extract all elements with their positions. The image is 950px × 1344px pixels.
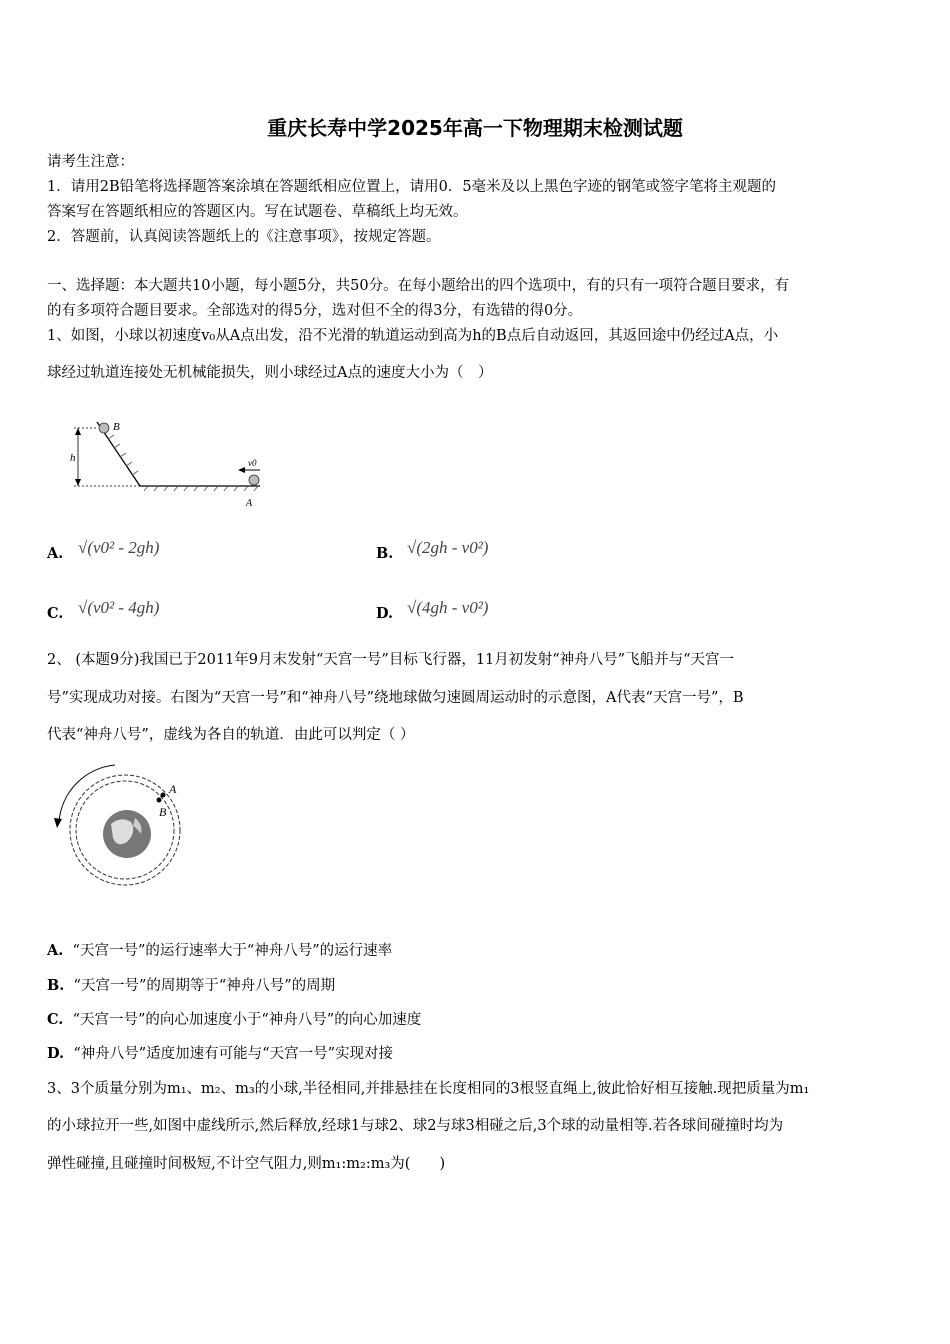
section-1-line-1: 一、选择题：本大题共10小题，每小题5分，共50分。在每小题给出的四个选项中，有的只有一项符合题目要求，有 bbox=[47, 278, 790, 294]
q1-option-a-letter: A. bbox=[47, 545, 64, 562]
spacecraft-a bbox=[161, 793, 166, 798]
question-2-figure bbox=[45, 760, 195, 900]
page-title: 重庆长寿中学2025年高一下物理期末检测试题 bbox=[267, 116, 683, 140]
question-3-line-3: 弹性碰撞,且碰撞时间极短,不计空气阻力,则m₁:m₂:m₃为( ) bbox=[47, 1156, 446, 1172]
label-b: B bbox=[113, 421, 120, 433]
section-1-line-2: 的有多项符合题目要求。全部选对的得5分，选对但不全的得3分，有选错的得0分。 bbox=[47, 303, 583, 319]
question-1-figure bbox=[60, 412, 270, 512]
q2-option-a-letter: A. bbox=[47, 942, 64, 959]
ball-b bbox=[99, 423, 109, 433]
q1-option-d-letter: D. bbox=[376, 605, 394, 622]
q2-option-d-text: “神舟八号”适度加速有可能与“天宫一号”实现对接 bbox=[73, 1046, 393, 1062]
question-1-line-1: 1、如图，小球以初速度v₀从A点出发，沿不光滑的轨道运动到高为h的B点后自动返回，其返回途中仍经过A点，小 bbox=[47, 328, 779, 344]
q2-option-b-letter: B. bbox=[47, 977, 65, 994]
spacecraft-b bbox=[157, 798, 162, 803]
velocity-arrow-icon bbox=[238, 467, 245, 473]
q1-option-d-formula: √(4gh - v0²) bbox=[407, 598, 489, 617]
notice-line-3: 2．答题前，认真阅读答题纸上的《注意事项》，按规定答题。 bbox=[47, 229, 441, 245]
label-v0: v0 bbox=[248, 458, 257, 468]
q2-option-c-text: “天宫一号”的向心加速度小于“神舟八号”的向心加速度 bbox=[72, 1012, 422, 1028]
label-a: A bbox=[169, 782, 177, 796]
q1-option-b-formula: √(2gh - v0²) bbox=[407, 538, 489, 557]
notice-line-1: 1．请用2B铅笔将选择题答案涂填在答题纸相应位置上，请用0．5毫米及以上黑色字迹的钢笔或签字笔将主观题的 bbox=[47, 179, 777, 195]
q2-option-a bbox=[47, 942, 392, 960]
q2-option-c bbox=[47, 1011, 421, 1029]
label-h: h bbox=[70, 452, 76, 464]
q2-option-d-letter: D. bbox=[47, 1045, 65, 1062]
ball-a bbox=[249, 475, 259, 485]
q2-option-b bbox=[47, 977, 335, 995]
label-a: A bbox=[246, 498, 253, 509]
rotation-arrow-icon bbox=[54, 818, 62, 828]
question-1-line-2: 球经过轨道连接处无机械能损失，则小球经过A点的速度大小为（ ） bbox=[47, 365, 493, 381]
question-2-line-3: 代表“神舟八号”，虚线为各自的轨道．由此可以判定（ ） bbox=[47, 727, 415, 743]
q1-option-c-formula: √(v0² - 4gh) bbox=[78, 598, 160, 617]
q1-option-b-letter: B. bbox=[376, 545, 394, 562]
question-3-line-2: 的小球拉开一些,如图中虚线所示,然后释放,经球1与球2、球2与球3相碰之后,3个球的动量相等.若各球间碰撞时均为 bbox=[47, 1118, 784, 1134]
question-2-line-1: 2、 (本题9分)我国已于2011年9月末发射“天宫一号”目标飞行器，11月初发射“神舟八号”飞船并与“天宫一 bbox=[47, 652, 735, 668]
q2-option-b-text: “天宫一号”的周期等于“神舟八号”的周期 bbox=[73, 978, 336, 994]
label-b: B bbox=[159, 805, 167, 819]
q2-option-d bbox=[47, 1045, 393, 1063]
question-2-line-2: 号”实现成功对接。右图为“天宫一号”和“神舟八号”绕地球做匀速圆周运动时的示意图，A代表“天宫一号”，B bbox=[47, 690, 744, 706]
question-3-line-1: 3、3个质量分别为m₁、m₂、m₃的小球,半径相同,并排悬挂在长度相同的3根竖直绳上,彼此恰好相互接触.现把质量为m₁ bbox=[47, 1081, 810, 1097]
q2-option-a-text: “天宫一号”的运行速率大于“神舟八号”的运行速率 bbox=[72, 943, 393, 959]
q1-option-a-formula: √(v0² - 2gh) bbox=[78, 538, 160, 557]
notice-line-2: 答案写在答题纸相应的答题区内。写在试题卷、草稿纸上均无效。 bbox=[47, 204, 468, 220]
q2-option-c-letter: C. bbox=[47, 1011, 64, 1028]
notice-heading: 请考生注意： bbox=[47, 154, 134, 170]
q1-option-c-letter: C. bbox=[47, 605, 64, 622]
